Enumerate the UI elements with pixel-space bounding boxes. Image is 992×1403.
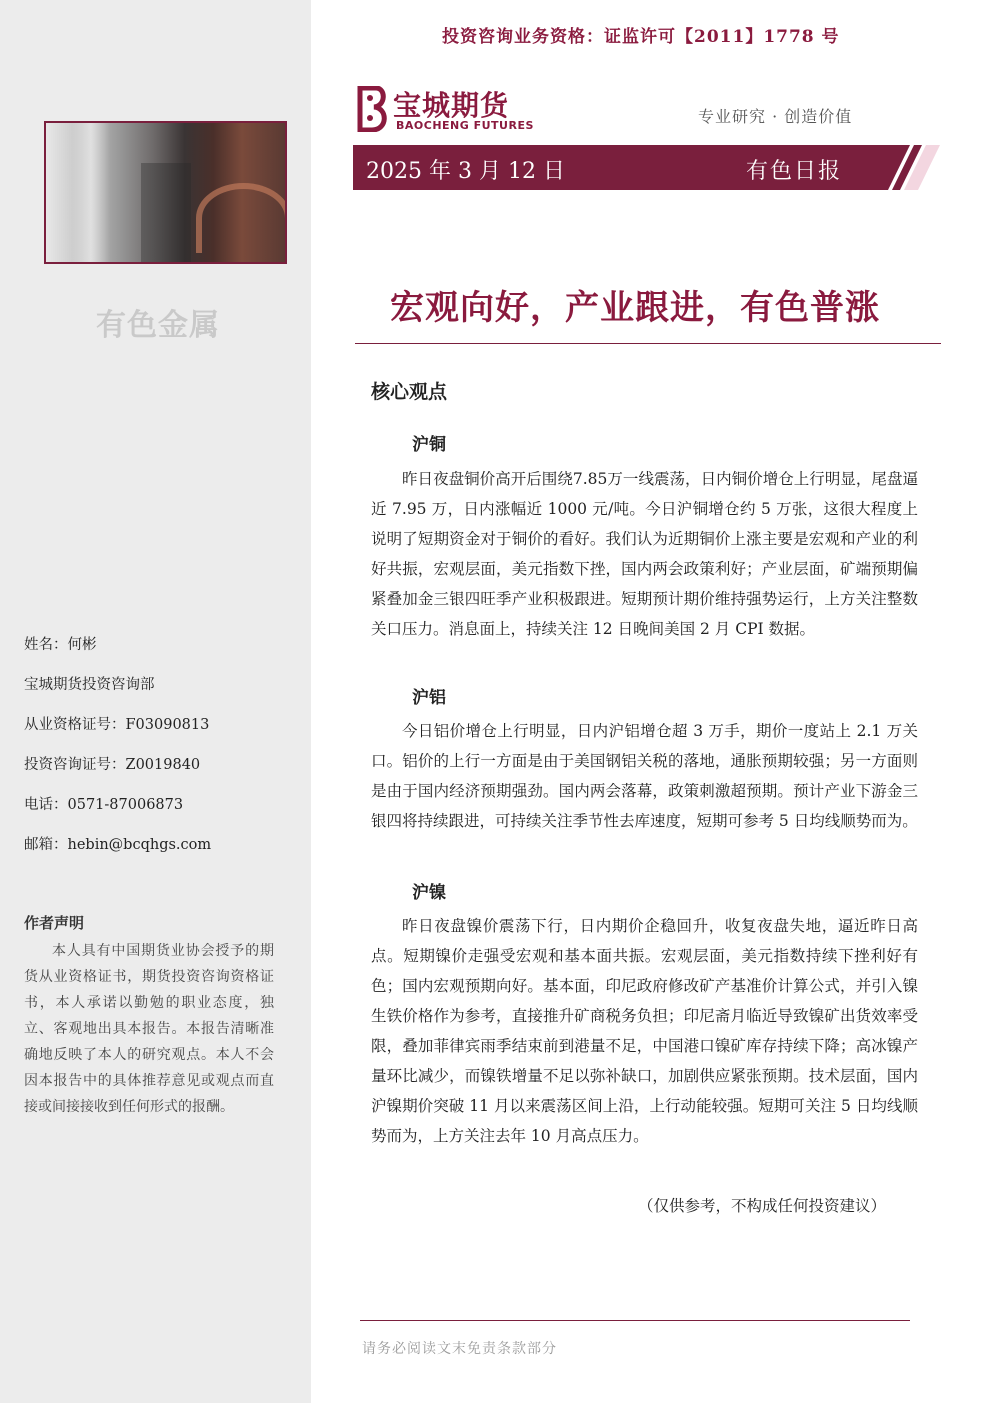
advice-note: （仅供参考，不构成任何投资建议） [638, 1197, 887, 1215]
section-text-nickel: 昨日夜盘镍价震荡下行，日内期价企稳回升，收复夜盘失地，逼近昨日高点。短期镍价走强受宏观和基本面共振。宏观层面，美元指数持续下挫利好有色；国内宏观预期向好。基本面，印尼政府修改矿产基准价计算公式，并引入镍生铁价格作为参考，直接推升矿商税务负担；印尼斋月临近导致镍矿出货效率受限，叠加菲律宾雨季结束前到港量不足，中国港口镍矿库存持续下降；高冰镍产量环比减少，而镍铁增量不足以弥补缺口，加剧供应紧张预期。技术层面，国内沪镍期价突破 11 月以来震荡区间上沿，上行动能较强。短期可关注 5 日均线顺势而为，上方关注去年 10 月高点压力。 [371, 917, 918, 1145]
logo-english-name: BAOCHENG FUTURES [396, 119, 534, 132]
footer-divider [360, 1320, 910, 1321]
contact-email[interactable]: 邮箱：hebin@bcqhgs.com [24, 837, 212, 853]
logo-chinese-name: 宝城期货 [393, 89, 510, 122]
core-heading: 核心观点 [371, 381, 448, 403]
section-text-aluminum: 今日铝价增仓上行明显，日内沪铝增仓超 3 万手，期价一度站上 2.1 万关口。铝价的上行一方面是由于美国钢铝关税的落地，通胀预期较强；另一方面则是由于国内经济预期强劲。国内两会落幕，政策刺激超预期。预计产业下游金三银四将持续跟进，可持续关注季节性去库速度，短期可参考 5 日均线顺势而为。 [371, 722, 918, 830]
declaration-text: 本人具有中国期货业协会授予的期货从业资格证书，期货投资咨询资格证书，本人承诺以勤勉的职业态度，独立、客观地出具本报告。本报告清晰准确地反映了本人的研究观点。本人不会因本报告中的具体推荐意见或观点而直接或间接接收到任何形式的报酬。 [24, 943, 274, 1115]
banner-stripes [880, 145, 940, 190]
section-heading-nickel: 沪镍 [412, 883, 446, 903]
title-divider [355, 343, 941, 344]
contact-department: 宝城期货投资咨询部 [24, 677, 155, 693]
company-logo-icon [356, 86, 390, 132]
report-title: 宏观向好，产业跟进，有色普涨 [390, 288, 880, 328]
section-text-copper: 昨日夜盘铜价高开后围绕7.85万一线震荡，日内铜价增仓上行明显，尾盘逼近 7.95 万，日内涨幅近 1000 元/吨。今日沪铜增仓约 5 万张，这很大程度上说明了短期资金对于铜价的看好。我们认为近期铜价上涨主要是宏观和产业的利好共振，宏观层面，美元指数下挫，国内两会政策利好；产业层面，矿端预期偏紧叠加金三银四旺季产业积极跟进。短期预计期价维持强势运行，上方关注整数关口压力。消息面上，持续关注 12 日晚间美国 2 月 CPI 数据。 [371, 470, 918, 638]
report-type: 有色日报 [746, 159, 843, 184]
section-heading-aluminum: 沪铝 [412, 688, 446, 708]
sector-label: 有色金属 [96, 308, 220, 343]
section-heading-copper: 沪铜 [412, 435, 446, 455]
slogan: 专业研究 · 创造价值 [698, 107, 853, 126]
contact-name: 姓名：何彬 [24, 637, 97, 653]
sidebar [0, 0, 311, 1403]
contact-phone: 电话：0571-87006873 [24, 797, 184, 813]
declaration-title: 作者声明 [24, 914, 85, 932]
license-text: 投资咨询业务资格：证监许可【2011】1778 号 [442, 27, 840, 47]
contact-consulting-id: 投资咨询证号：Z0019840 [24, 757, 201, 773]
report-date: 2025 年 3 月 12 日 [366, 159, 565, 184]
footer-disclaimer: 请务必阅读文末免责条款部分 [362, 1341, 557, 1357]
contact-qualification: 从业资格证号：F03090813 [24, 717, 210, 733]
cover-image [44, 121, 287, 264]
